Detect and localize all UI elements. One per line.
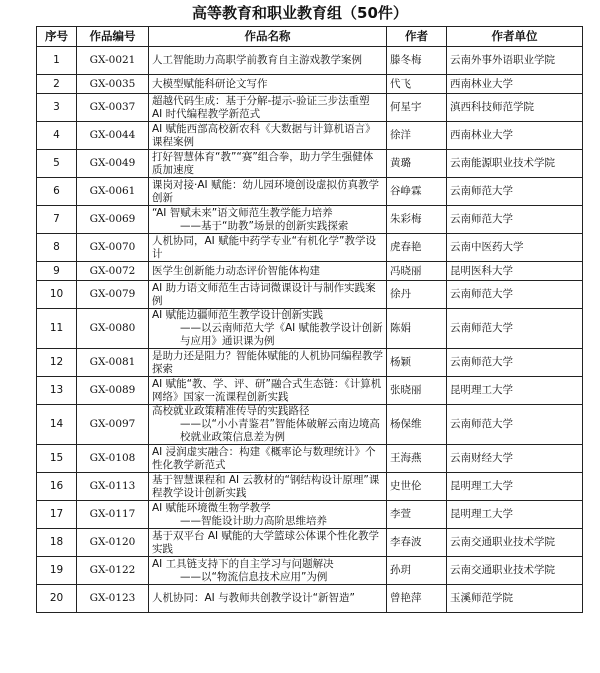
work-name bbox=[149, 150, 387, 178]
work-name-main: 基于双平台 AI 赋能的大学篮球公体课个性化教学实践 bbox=[152, 529, 379, 555]
author: 代飞 bbox=[387, 75, 447, 94]
work-code: GX-0021 bbox=[77, 47, 149, 75]
work-code: GX-0035 bbox=[77, 75, 149, 94]
table-row bbox=[37, 47, 583, 75]
author-unit: 昆明理工大学 bbox=[447, 501, 583, 529]
work-name-subtitle: ——基于“助教”场景的创新实践探索 bbox=[180, 219, 349, 232]
author: 李春波 bbox=[387, 529, 447, 557]
header-author: 作者 bbox=[387, 27, 447, 47]
author: 史世伦 bbox=[387, 473, 447, 501]
table-row bbox=[37, 94, 583, 122]
table-row bbox=[37, 529, 583, 557]
work-name-main: AI 赋能西部高校新农科《大数据与计算机语言》课程案例 bbox=[152, 122, 376, 148]
author: 冯晓丽 bbox=[387, 262, 447, 281]
table-row bbox=[37, 445, 583, 473]
work-name bbox=[149, 501, 387, 529]
work-code: GX-0120 bbox=[77, 529, 149, 557]
work-name bbox=[149, 473, 387, 501]
author: 王海燕 bbox=[387, 445, 447, 473]
author-unit: 云南中医药大学 bbox=[447, 234, 583, 262]
table-row bbox=[37, 262, 583, 281]
table-row bbox=[37, 309, 583, 349]
work-name-subtitle: ——以“物流信息技术应用”为例 bbox=[180, 570, 328, 583]
header-no: 序号 bbox=[37, 27, 77, 47]
header-name: 作品名称 bbox=[149, 27, 387, 47]
author: 曾艳萍 bbox=[387, 585, 447, 613]
work-name-main: AI 赋能“教、学、评、研”融合式生态链：《计算机网络》国家一流课程创新实践 bbox=[152, 377, 382, 403]
work-name-main: 人机协同，AI 赋能中药学专业“有机化学”教学设计 bbox=[152, 234, 376, 260]
work-code: GX-0044 bbox=[77, 122, 149, 150]
table-row bbox=[37, 501, 583, 529]
work-name-main: 基于智慧课程和 AI 云教材的“钢结构设计原理”课程教学设计创新实践 bbox=[152, 473, 380, 499]
work-code: GX-0049 bbox=[77, 150, 149, 178]
author-unit: 玉溪师范学院 bbox=[447, 585, 583, 613]
work-name-main: 大模型赋能科研论文写作 bbox=[152, 77, 268, 90]
work-name bbox=[149, 349, 387, 377]
row-number: 5 bbox=[37, 150, 77, 178]
work-name-main: AI 浸润虚实融合：构建《概率论与数理统计》个性化教学新范式 bbox=[152, 445, 376, 471]
row-number: 6 bbox=[37, 178, 77, 206]
work-name bbox=[149, 529, 387, 557]
work-code: GX-0108 bbox=[77, 445, 149, 473]
author-unit: 西南林业大学 bbox=[447, 122, 583, 150]
header-code: 作品编号 bbox=[77, 27, 149, 47]
work-name bbox=[149, 557, 387, 585]
header-unit: 作者单位 bbox=[447, 27, 583, 47]
table-row bbox=[37, 75, 583, 94]
work-name bbox=[149, 178, 387, 206]
work-code: GX-0070 bbox=[77, 234, 149, 262]
work-code: GX-0117 bbox=[77, 501, 149, 529]
row-number: 19 bbox=[37, 557, 77, 585]
row-number: 15 bbox=[37, 445, 77, 473]
work-name bbox=[149, 585, 387, 613]
author: 徐丹 bbox=[387, 281, 447, 309]
work-code: GX-0072 bbox=[77, 262, 149, 281]
work-name bbox=[149, 445, 387, 473]
table-row bbox=[37, 405, 583, 445]
row-number: 10 bbox=[37, 281, 77, 309]
author-unit: 昆明理工大学 bbox=[447, 473, 583, 501]
author: 张晓丽 bbox=[387, 377, 447, 405]
work-name-subtitle: ——智能设计助力高阶思维培养 bbox=[180, 514, 327, 527]
work-code: GX-0089 bbox=[77, 377, 149, 405]
author-unit: 西南林业大学 bbox=[447, 75, 583, 94]
work-name-main: AI 赋能环境微生物学教学 bbox=[152, 501, 271, 514]
row-number: 13 bbox=[37, 377, 77, 405]
work-name-subtitle: ——以“小小青鉴君”智能体破解云南边境高校就业政策信息差为例 bbox=[180, 418, 380, 443]
table-row bbox=[37, 349, 583, 377]
work-name-subtitle: ——以云南师范大学《AI 赋能教学设计创新与应用》通识课为例 bbox=[180, 322, 383, 347]
table-row bbox=[37, 281, 583, 309]
table-row bbox=[37, 473, 583, 501]
table-row bbox=[37, 234, 583, 262]
author-unit: 昆明医科大学 bbox=[447, 262, 583, 281]
work-name bbox=[149, 122, 387, 150]
page-title: 高等教育和职业教育组（50件） bbox=[192, 4, 408, 22]
author-unit: 云南师范大学 bbox=[447, 309, 583, 349]
work-name-main: AI 助力语文师范生古诗词微课设计与制作实践案例 bbox=[152, 281, 376, 307]
author: 朱彩梅 bbox=[387, 206, 447, 234]
work-name-main: 人工智能助力高职学前教育自主游戏教学案例 bbox=[152, 54, 362, 66]
author: 杨保维 bbox=[387, 405, 447, 445]
row-number: 16 bbox=[37, 473, 77, 501]
row-number: 17 bbox=[37, 501, 77, 529]
work-name-main: 高校就业政策精准传导的实践路径 bbox=[152, 405, 310, 417]
work-code: GX-0081 bbox=[77, 349, 149, 377]
author: 李萱 bbox=[387, 501, 447, 529]
row-number: 4 bbox=[37, 122, 77, 150]
author: 虎春艳 bbox=[387, 234, 447, 262]
row-number: 12 bbox=[37, 349, 77, 377]
table-row bbox=[37, 122, 583, 150]
author-unit: 云南师范大学 bbox=[447, 178, 583, 206]
table-row bbox=[37, 377, 583, 405]
work-name-main: 课岗对接·AI 赋能：幼儿园环境创设虚拟仿真教学创新 bbox=[152, 178, 379, 204]
author-unit: 云南能源职业技术学院 bbox=[447, 150, 583, 178]
work-name bbox=[149, 377, 387, 405]
author-unit: 昆明理工大学 bbox=[447, 377, 583, 405]
author: 何星宇 bbox=[387, 94, 447, 122]
row-number: 9 bbox=[37, 262, 77, 281]
table-row bbox=[37, 585, 583, 613]
work-code: GX-0079 bbox=[77, 281, 149, 309]
author-unit: 云南交通职业技术学院 bbox=[447, 557, 583, 585]
author: 滕冬梅 bbox=[387, 47, 447, 75]
table-row bbox=[37, 557, 583, 585]
author: 徐洋 bbox=[387, 122, 447, 150]
work-name bbox=[149, 405, 387, 445]
work-name bbox=[149, 262, 387, 281]
work-name-main: 打好智慧体育“教”“赛”组合拳，助力学生强健体质加速度 bbox=[152, 150, 374, 176]
work-name-main: “AI 智赋未来”语文师范生教学能力培养 bbox=[152, 206, 333, 219]
work-code: GX-0122 bbox=[77, 557, 149, 585]
row-number: 1 bbox=[37, 47, 77, 75]
author: 谷峥霖 bbox=[387, 178, 447, 206]
author-unit: 云南外事外语职业学院 bbox=[447, 47, 583, 75]
row-number: 7 bbox=[37, 206, 77, 234]
author-unit: 云南交通职业技术学院 bbox=[447, 529, 583, 557]
work-name bbox=[149, 281, 387, 309]
author-unit: 云南师范大学 bbox=[447, 206, 583, 234]
row-number: 8 bbox=[37, 234, 77, 262]
author-unit: 云南师范大学 bbox=[447, 405, 583, 445]
work-name bbox=[149, 94, 387, 122]
work-name-main: 超越代码生成：基于分解-提示-验证三步法重塑 AI 时代编程教学新范式 bbox=[152, 94, 370, 120]
author: 孙玥 bbox=[387, 557, 447, 585]
table-row bbox=[37, 150, 583, 178]
work-name bbox=[149, 234, 387, 262]
work-code: GX-0123 bbox=[77, 585, 149, 613]
work-name-main: 医学生创新能力动态评价智能体构建 bbox=[152, 264, 320, 277]
table-row bbox=[37, 178, 583, 206]
row-number: 18 bbox=[37, 529, 77, 557]
work-name bbox=[149, 75, 387, 94]
work-code: GX-0097 bbox=[77, 405, 149, 445]
table-header-row bbox=[37, 27, 583, 47]
work-code: GX-0061 bbox=[77, 178, 149, 206]
row-number: 20 bbox=[37, 585, 77, 613]
author: 陈娟 bbox=[387, 309, 447, 349]
work-name bbox=[149, 47, 387, 75]
author-unit: 滇西科技师范学院 bbox=[447, 94, 583, 122]
author-unit: 云南师范大学 bbox=[447, 349, 583, 377]
row-number: 11 bbox=[37, 309, 77, 349]
row-number: 3 bbox=[37, 94, 77, 122]
award-table bbox=[36, 26, 583, 613]
author: 黄璐 bbox=[387, 150, 447, 178]
row-number: 2 bbox=[37, 75, 77, 94]
author: 杨颖 bbox=[387, 349, 447, 377]
table-row bbox=[37, 206, 583, 234]
work-name-main: 是助力还是阻力？智能体赋能的人机协同编程教学探索 bbox=[152, 349, 383, 375]
work-name-main: AI 赋能边疆师范生教学设计创新实践 bbox=[152, 309, 324, 321]
author-unit: 云南财经大学 bbox=[447, 445, 583, 473]
work-code: GX-0113 bbox=[77, 473, 149, 501]
work-name-main: 人机协同：AI 与教师共创教学设计“新智造” bbox=[152, 592, 355, 604]
author-unit: 云南师范大学 bbox=[447, 281, 583, 309]
work-name bbox=[149, 206, 387, 234]
work-code: GX-0069 bbox=[77, 206, 149, 234]
work-name-main: AI 工具链支持下的自主学习与问题解决 bbox=[152, 557, 334, 570]
work-code: GX-0080 bbox=[77, 309, 149, 349]
work-code: GX-0037 bbox=[77, 94, 149, 122]
row-number: 14 bbox=[37, 405, 77, 445]
work-name bbox=[149, 309, 387, 349]
